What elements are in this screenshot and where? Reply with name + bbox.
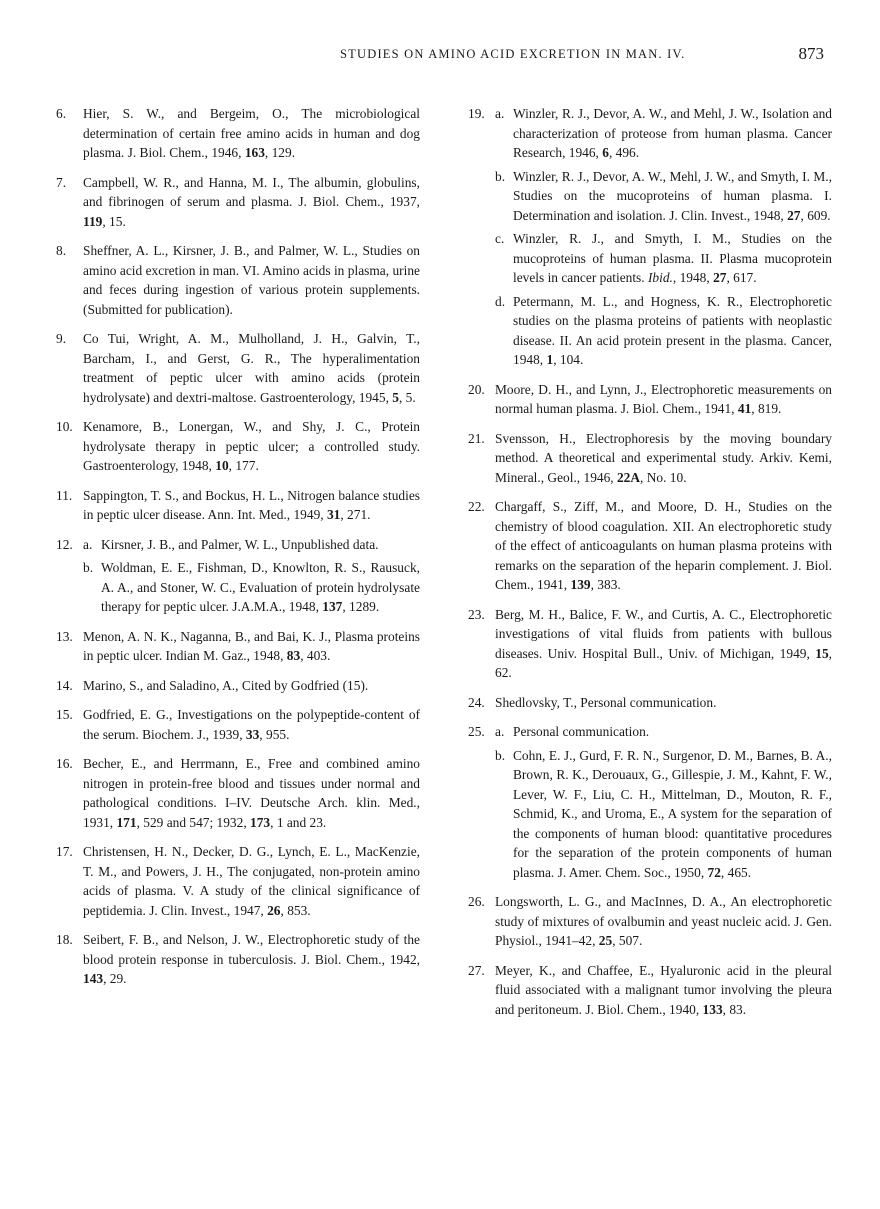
reference-sublabel: c.: [495, 231, 505, 246]
reference-volume: 15: [815, 645, 829, 661]
reference-item: [56, 627, 420, 666]
reference-item: [56, 329, 420, 407]
reference-text: Berg, M. H., Balice, F. W., and Curtis, A. C., Electrophoretic investigations of vital fluids from patients with bullous diseases. Univ. Hospital Bull., Univ. of Michigan, 1949,: [495, 606, 832, 661]
reference-pages: , 853.: [280, 902, 311, 918]
reference-subitem: [468, 229, 832, 288]
reference-item: [468, 605, 832, 683]
reference-subitem: [468, 292, 832, 370]
reference-volume: 1: [546, 352, 554, 367]
reference-text: Longsworth, L. G., and MacInnes, D. A., An electrophoretic study of mixtures of ovalbumin and yeast nucleic acid. J. Gen. Physiol., 1941–42,: [495, 894, 832, 948]
reference-pages: , 617.: [726, 270, 757, 285]
reference-pages: , 29.: [103, 971, 127, 986]
reference-pages: , 104.: [553, 352, 584, 367]
reference-column-right: [468, 104, 832, 1019]
reference-pages: , 62.: [495, 645, 832, 680]
reference-text: Sheffner, A. L., Kirsner, J. B., and Palmer, W. L., Studies on amino acid excretion in man. VI. Amino acids in plasma, urine and feces during ingestion of various protein supplements. (Submitted for publication).: [83, 243, 420, 317]
reference-item: [468, 892, 832, 951]
reference-number: 26.: [468, 894, 485, 909]
reference-pages: , 609.: [800, 207, 831, 223]
reference-subitem: [56, 558, 420, 617]
reference-text: Marino, S., and Saladino, A., Cited by Godfried (15).: [83, 677, 369, 693]
reference-number: 15.: [56, 707, 73, 722]
reference-pages: , 955.: [259, 726, 290, 742]
reference-item: [56, 241, 420, 319]
reference-item: [56, 417, 420, 476]
reference-pages: , 129.: [264, 145, 296, 160]
reference-text: Christensen, H. N., Decker, D. G., Lynch, E. L., MacKenzie, T. M., and Powers, J. H., The conjugated, non-protein amino acids of plasma. V. A study of the clinical significance of peptidemia. J. Clin. Invest., 1947,: [83, 844, 420, 918]
reference-item: [468, 693, 832, 713]
reference-sublabel: d.: [495, 293, 506, 309]
reference-text: Svensson, H., Electrophoresis by the moving boundary method. A theoretical and experimental study. Arkiv. Kemi, Mineral., Geol., 1946,: [495, 430, 832, 485]
reference-number: 25.: [468, 724, 485, 739]
reference-text: Winzler, R. J., and Smyth, I. M., Studies on the mucoproteins of human plasma. II. Plasma mucoprotein levels in cancer patients.: [513, 231, 832, 285]
reference-text: Cohn, E. J., Gurd, F. R. N., Surgenor, D. M., Barnes, B. A., Brown, R. K., Derouaux, G., Gillespie, J. M., Kahnt, F. W., Lever, W. F., Liu, C. H., Mittelman, D., Mouton, R. F., Schmid, K., and Uroma, E., A system for the separation of the components of human blood: quantitative procedures for the separation of the protein components of human plasma. J. Amer. Chem. Soc., 1950,: [513, 747, 832, 880]
reference-item: [468, 380, 832, 419]
reference-text: Chargaff, S., Ziff, M., and Moore, D. H., Studies on the chemistry of blood coagulation. XII. An electrophoretic study of the effect of anticoagulants on human plasma proteins with remarks on the separation of the heparin complement. J. Biol. Chem., 1941,: [495, 499, 832, 592]
reference-volume: 10: [215, 458, 229, 473]
reference-text: Shedlovsky, T., Personal communication.: [495, 694, 717, 710]
reference-text: Sappington, T. S., and Bockus, H. L., Nitrogen balance studies in peptic ulcer disease. Ann. Int. Med., 1949,: [83, 487, 420, 522]
reference-number: 12.: [56, 536, 73, 552]
reference-item: [56, 535, 420, 555]
reference-number: 19.: [468, 106, 485, 121]
reference-volume: 173: [250, 814, 271, 830]
reference-pages: , 465.: [720, 864, 752, 880]
reference-number: 8.: [56, 243, 67, 258]
reference-number: 23.: [468, 606, 485, 622]
reference-text: Kirsner, J. B., and Palmer, W. L., Unpublished data.: [101, 536, 379, 552]
reference-volume: 25: [598, 933, 613, 948]
reference-text: Winzler, R. J., Devor, A. W., Mehl, J. W., and Smyth, I. M., Studies on the mucoproteins of human plasma. I. Determination and isolation. J. Clin. Invest., 1948,: [513, 168, 832, 223]
reference-volume: 133: [702, 1001, 723, 1017]
reference-volume: 143: [83, 971, 104, 986]
reference-volume: 27: [787, 207, 801, 223]
reference-volume: 171: [116, 814, 137, 830]
reference-text: Hier, S. W., and Bergeim, O., The microbiological determination of certain free amino acids in human and dog plasma. J. Biol. Chem., 1946,: [83, 106, 420, 160]
reference-text: Co Tui, Wright, A. M., Mulholland, J. H., Galvin, T., Barcham, I., and Gerst, G. R., The hyperalimentation treatment of peptic ulcer with amino acids (protein hydrolysate) and dextri-maltose. Gastroenterology, 1945,: [83, 331, 420, 405]
reference-volume: 119: [83, 213, 103, 229]
reference-item: [468, 722, 832, 742]
reference-number: 9.: [56, 331, 67, 346]
reference-pages: , 1289.: [342, 599, 380, 614]
reference-volume: 6: [602, 145, 609, 160]
reference-volume: 137: [322, 599, 343, 614]
reference-volume: 22A: [616, 469, 641, 485]
reference-text: Moore, D. H., and Lynn, J., Electrophoretic measurements on normal human plasma. J. Biol. Chem., 1941,: [495, 381, 832, 416]
reference-item: [468, 961, 832, 1020]
reference-pages: , 529 and 547; 1932,: [136, 814, 251, 830]
page-number: 873: [798, 44, 824, 63]
reference-text: Petermann, M. L., and Hogness, K. R., Electrophoretic studies on the plasma proteins of patients with neoplastic disease. II. An acid protein present in the plasma. Cancer, 1948,: [513, 293, 832, 367]
reference-pages: , No. 10.: [640, 469, 687, 485]
reference-number: 18.: [56, 932, 73, 947]
reference-number: 7.: [56, 174, 67, 190]
reference-pages: , 383.: [590, 577, 621, 592]
reference-pages: , 83.: [722, 1001, 747, 1017]
reference-volume: 72: [707, 864, 721, 880]
reference-volume: 27: [713, 270, 727, 285]
reference-number: 10.: [56, 419, 73, 434]
reference-number: 14.: [56, 677, 73, 693]
reference-item: [468, 104, 832, 163]
reference-text: Menon, A. N. K., Naganna, B., and Bai, K. J., Plasma proteins in peptic ulcer. Indian M. Gaz., 1948,: [83, 628, 420, 663]
reference-item: [56, 104, 420, 163]
reference-text: Becher, E., and Herrmann, E., Free and combined amino nitrogen in protein-free blood and tissues under normal and pathological conditions. I–IV. Deutsche Arch. klin. Med., 1931,: [83, 756, 420, 830]
reference-item: [56, 486, 420, 525]
reference-pages: , 271.: [340, 507, 371, 522]
reference-pages: , 177.: [228, 458, 259, 473]
reference-item: [56, 173, 420, 232]
reference-pages: , 5.: [398, 389, 416, 405]
reference-volume: 83: [286, 648, 301, 663]
reference-volume: 163: [244, 145, 265, 160]
reference-number: 6.: [56, 106, 67, 121]
reference-number: 22.: [468, 499, 485, 514]
reference-pages: , 819.: [751, 401, 782, 416]
reference-item: [468, 497, 832, 595]
reference-number: 24.: [468, 694, 485, 710]
reference-item: [56, 676, 420, 696]
reference-text: Kenamore, B., Lonergan, W., and Shy, J. C., Protein hydrolysate therapy in peptic ulcer; a controlled study. Gastroenterology, 1948,: [83, 419, 420, 473]
reference-text: Personal communication.: [513, 724, 650, 739]
reference-text: Godfried, E. G., Investigations on the polypeptide-content of the serum. Biochem. J., 1939,: [83, 707, 420, 742]
reference-sublabel: a.: [495, 106, 505, 121]
reference-item: [56, 705, 420, 744]
reference-item: [56, 930, 420, 989]
reference-volume: 31: [326, 507, 341, 522]
reference-sublabel: a.: [495, 724, 505, 739]
reference-number: 21.: [468, 430, 485, 446]
reference-pages: , 1 and 23.: [270, 814, 327, 830]
reference-text: Woldman, E. E., Fishman, D., Knowlton, R. S., Rausuck, A. A., and Stoner, W. C., Evaluation of protein hydrolysate therapy for peptic ulcer. J.A.M.A., 1948,: [101, 560, 420, 614]
reference-subitem: [468, 746, 832, 883]
reference-text: Campbell, W. R., and Hanna, M. I., The albumin, globulins, and fibrinogen of serum and plasma. J. Biol. Chem., 1937,: [83, 174, 420, 209]
reference-item: [56, 754, 420, 832]
reference-volume: 26: [267, 902, 281, 918]
reference-item: [468, 429, 832, 488]
reference-ibid: Ibid.: [647, 270, 673, 285]
page-header: [0, 44, 880, 68]
reference-number: 16.: [56, 756, 73, 771]
reference-pages: , 507.: [612, 933, 643, 948]
reference-number: 17.: [56, 844, 73, 859]
reference-text: Winzler, R. J., Devor, A. W., and Mehl, J. W., Isolation and characterization of proteose from human plasma. Cancer Research, 1946,: [513, 106, 832, 160]
reference-volume: 33: [245, 726, 260, 742]
reference-number: 27.: [468, 962, 485, 978]
reference-number: 13.: [56, 628, 73, 644]
reference-sublabel: b.: [495, 168, 506, 184]
reference-text: , 1948,: [672, 270, 714, 285]
reference-item: [56, 842, 420, 920]
reference-volume: 5: [392, 389, 399, 405]
reference-text: Meyer, K., and Chaffee, E., Hyaluronic acid in the pleural fluid associated with a malignant tumor involving the pleura and peritoneum. J. Biol. Chem., 1940,: [495, 962, 832, 1017]
reference-volume: 139: [570, 577, 591, 592]
reference-text: Seibert, F. B., and Nelson, J. W., Electrophoretic study of the blood protein response in tuberculosis. J. Biol. Chem., 1942,: [83, 932, 420, 967]
reference-pages: , 403.: [300, 648, 331, 663]
reference-sublabel: b.: [83, 560, 94, 575]
reference-number: 20.: [468, 381, 485, 397]
reference-sublabel: b.: [495, 747, 506, 763]
running-title: STUDIES ON AMINO ACID EXCRETION IN MAN. IV.: [340, 47, 686, 61]
reference-subitem: [468, 167, 832, 226]
reference-sublabel: a.: [83, 536, 93, 552]
reference-number: 11.: [56, 487, 73, 503]
reference-column-left: [56, 104, 420, 989]
reference-pages: , 15.: [102, 213, 126, 229]
reference-pages: , 496.: [608, 145, 640, 160]
reference-volume: 41: [737, 401, 752, 416]
